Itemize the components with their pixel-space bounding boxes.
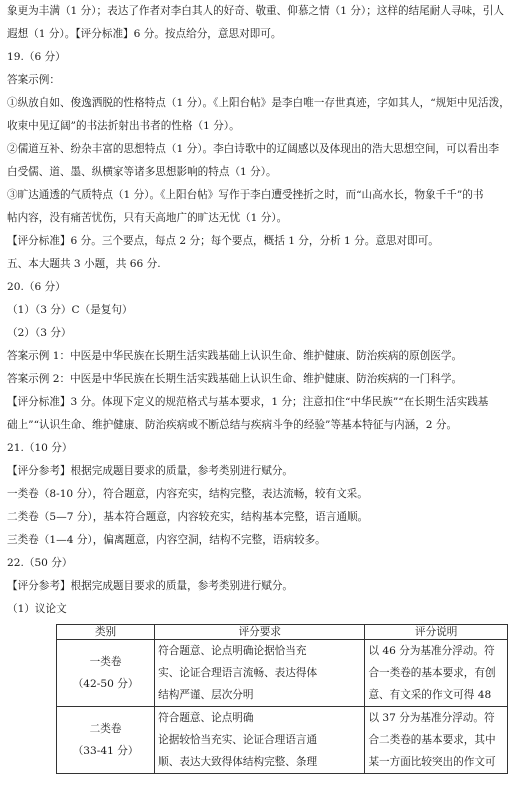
requirement-line: 实、论证合理语言流畅、表达得体 [158,667,318,679]
requirement-line: 结构严谨、层次分明 [158,689,254,701]
requirements-cell [155,707,365,774]
requirement-line: 论据较恰当充实、论证合理语言通 [158,734,318,746]
text-line: 帖内容，没有痛苦忧伤，只有天高地广的旷达无忧（1 分）。 [7,212,288,224]
text-line: （1）（3 分）C（是复句） [7,304,133,316]
table-row [57,707,508,774]
note-line: 以 37 分为基准分浮动。符 [368,712,495,724]
text-line: 【评分标准】3 分。体现下定义的规范格式与基本要求，1 分；注意扣住“中华民族”“在长期生活实践基 [7,396,489,408]
requirement-line: 符合题意、论点明确 [158,712,254,724]
section-five-heading: 五、本大题共 3 小题，共 66 分. [7,258,161,270]
requirement-line: 符合题意、论点明确论据恰当充 [158,645,307,657]
text-line: 【评分参考】根据完成题目要求的质量，参考类别进行赋分。 [7,465,294,477]
text-line: ③旷达通透的气质特点（1 分）。《上阳台帖》写作于李白遭受挫折之时，而“山高水长，物象千千”的书 [7,189,484,201]
requirement-line: 顺、表达大致得体结构完整、条理 [158,756,318,768]
category-name: 一类卷 [89,656,122,668]
text-line: 象更为丰满（1 分）；表达了作者对李白其人的好奇、敬重、仰慕之情（1 分）；这样的结尾耐人寻味，引人 [7,5,504,17]
notes-cell [365,707,508,774]
question-19-heading: 19.（6 分） [7,51,66,63]
table-row [57,640,508,707]
text-line: （1）议论文 [7,603,67,615]
text-line: 答案示例： [7,74,60,86]
question-21-heading: 21.（10 分） [7,442,73,454]
text-line: 遐想（1 分）。【评分标准】6 分。按点给分，意思对即可。 [7,28,282,40]
note-line: 某一方面比较突出的作文可 [368,756,496,768]
category-score-range: （42-50 分） [72,678,139,690]
text-line: （2）（3 分） [7,327,72,339]
text-line: ②儒道互补、纷杂丰富的思想特点（1 分）。李白诗歌中的辽阔感以及体现出的浩大思想空间，可以看出李 [7,143,500,155]
text-line: 【评分参考】根据完成题目要求的质量，参考类别进行赋分。 [7,580,294,592]
note-line: 以 46 分为基准分浮动。符 [368,645,495,657]
note-line: 合一类卷的基本要求，有创 [368,667,496,679]
text-line: 【评分标准】6 分。三个要点，每点 2 分；每个要点，概括 1 分，分析 1 分。意思对即可。 [7,235,439,247]
category-score-range: （33-41 分） [72,745,139,757]
text-line: 白受儒、道、墨、纵横家等诸多思想影响的特点（1 分）。 [7,166,277,178]
question-22-heading: 22.（50 分） [7,557,73,569]
question-20-heading: 20.（6 分） [7,281,66,293]
requirements-cell [155,640,365,707]
scoring-rubric-table [56,624,508,774]
text-line: 一类卷（8-10 分），符合题意，内容充实，结构完整，表达流畅，较有文采。 [7,488,368,500]
category-cell [57,707,155,774]
column-header-category: 类别 [57,625,155,640]
column-header-requirements: 评分要求 [155,625,365,640]
category-name: 二类卷 [89,723,122,735]
text-line: 答案示例 1：中医是中华民族在长期生活实践基础上认识生命、维护健康、防治疾病的原创医学。 [7,350,463,362]
text-line: 二类卷（5—7 分），基本符合题意，内容较充实，结构基本完整，语言通顺。 [7,511,369,523]
text-line: 础上”“认识生命、维护健康、防治疾病或不断总结与疾病斗争的经验”等基本特征与内涵，2 分。 [7,419,458,431]
column-header-notes: 评分说明 [365,625,508,640]
text-line: 答案示例 2：中医是中华民族在长期生活实践基础上认识生命、维护健康、防治疾病的一门科学。 [7,373,463,385]
text-line: ①纵放自如、俊逸洒脱的性格特点（1 分）。《上阳台帖》是李白唯一存世真迹，字如其人，“规矩中见活泼， [7,97,510,109]
notes-cell [365,640,508,707]
category-cell [57,640,155,707]
text-line: 三类卷（1—4 分），偏离题意，内容空洞，结构不完整，语病较多。 [7,534,326,546]
text-line: 收束中见辽阔”的书法折射出书者的性格（1 分）。 [7,120,240,132]
note-line: 意、有文采的作文可得 48 [368,689,492,701]
table-header-row [57,625,508,640]
note-line: 合二类卷的基本要求，其中 [368,734,496,746]
